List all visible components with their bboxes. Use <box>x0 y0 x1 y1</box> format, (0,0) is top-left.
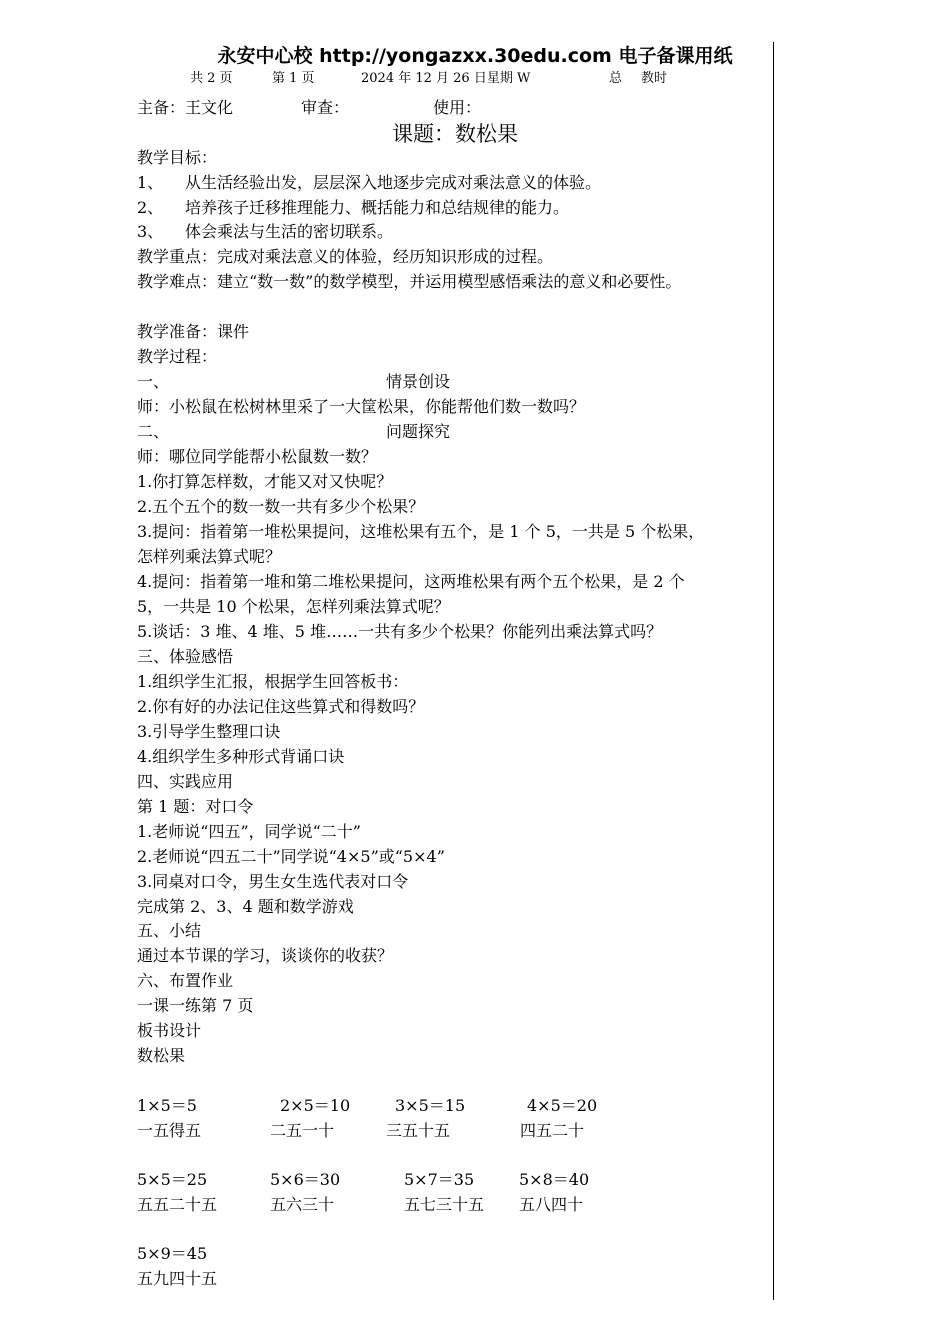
board-equation: 5×6＝30 <box>270 1170 341 1189</box>
paragraph: 2.五个五个的数一数一共有多少个松果？ <box>137 497 425 516</box>
paragraph: 第 1 题：对口令 <box>137 797 254 816</box>
board-equation: 5×7＝35 <box>404 1170 475 1189</box>
goals-heading: 教学目标： <box>137 148 218 167</box>
board-rhyme: 五五二十五 <box>137 1195 218 1214</box>
section-heading: 四、实践应用 <box>137 772 234 791</box>
header-total: 总 <box>609 71 623 86</box>
preparation: 教学准备：课件 <box>137 322 250 341</box>
section-title: 情景创设 <box>386 372 451 391</box>
goal-text: 培养孩子迁移推理能力、概括能力和总结规律的能力。 <box>185 198 570 217</box>
paragraph: 怎样列乘法算式呢？ <box>137 547 282 566</box>
lesson-title: 课题：数松果 <box>392 122 518 146</box>
paragraph: 3.引导学生整理口诀 <box>137 722 281 741</box>
paragraph: 1.你打算怎样数，才能又对又快呢？ <box>137 472 393 491</box>
paragraph: 通过本节课的学习，谈谈你的收获？ <box>137 946 394 965</box>
board-equation: 2×5＝10 <box>280 1096 351 1115</box>
meta-main-preparer: 主备：王文化 <box>137 98 234 117</box>
section-heading: 五、小结 <box>137 921 202 940</box>
paragraph: 2.老师说“四五二十”同学说“4×5”或“5×4” <box>137 847 445 866</box>
goal-number: 3、 <box>137 222 164 241</box>
board-equation: 5×9＝45 <box>137 1244 208 1263</box>
margin-line <box>773 42 774 1300</box>
header-period: 教时 <box>641 71 668 86</box>
board-rhyme: 一五得五 <box>137 1121 202 1140</box>
paragraph: 一课一练第 7 页 <box>137 996 254 1015</box>
board-heading: 板书设计 <box>137 1021 202 1040</box>
board-title: 数松果 <box>137 1046 186 1065</box>
section-number: 一、 <box>137 372 170 391</box>
goal-number: 2、 <box>137 198 164 217</box>
board-rhyme: 五八四十 <box>519 1195 584 1214</box>
paragraph: 1.老师说“四五”，同学说“二十” <box>137 822 361 841</box>
board-rhyme: 五九四十五 <box>137 1269 218 1288</box>
board-rhyme: 四五二十 <box>520 1121 585 1140</box>
section-title: 问题探究 <box>386 422 451 441</box>
paragraph: 5，一共是 10 个松果，怎样列乘法算式呢？ <box>137 597 450 616</box>
process-heading: 教学过程： <box>137 347 218 366</box>
section-number: 二、 <box>137 422 170 441</box>
board-equation: 4×5＝20 <box>527 1096 598 1115</box>
board-equation: 3×5＝15 <box>395 1096 466 1115</box>
meta-reviewer: 审查： <box>301 98 350 117</box>
section-heading: 三、体验感悟 <box>137 647 234 666</box>
board-rhyme: 三五十五 <box>386 1121 451 1140</box>
paragraph: 师：哪位同学能帮小松鼠数一数？ <box>137 447 378 466</box>
key-point: 教学重点：完成对乘法意义的体验，经历知识形成的过程。 <box>137 247 554 266</box>
paragraph: 完成第 2、3、4 题和数学游戏 <box>137 897 354 916</box>
board-rhyme: 五六三十 <box>270 1195 335 1214</box>
paragraph: 4.提问：指着第一堆和第二堆松果提问，这两堆松果有两个五个松果，是 2 个 <box>137 572 685 591</box>
header-title: 永安中心校 http://yongazxx.30edu.com 电子备课用纸 <box>217 45 733 67</box>
board-rhyme: 二五一十 <box>270 1121 335 1140</box>
board-equation: 5×8＝40 <box>519 1170 590 1189</box>
paragraph: 2.你有好的办法记住这些算式和得数吗？ <box>137 697 425 716</box>
goal-text: 体会乘法与生活的密切联系。 <box>185 222 394 241</box>
paragraph: 3.同桌对口令，男生女生选代表对口令 <box>137 872 409 891</box>
goal-text: 从生活经验出发，层层深入地逐步完成对乘法意义的体验。 <box>185 173 602 192</box>
paragraph: 3.提问：指着第一堆松果提问，这堆松果有五个，是 1 个 5，一共是 5 个松果， <box>137 522 705 541</box>
paragraph: 4.组织学生多种形式背诵口诀 <box>137 747 345 766</box>
paragraph: 5.谈话：3 堆、4 堆、5 堆……一共有多少个松果？你能列出乘法算式吗？ <box>137 622 663 641</box>
goal-number: 1、 <box>137 173 164 192</box>
header-date: 2024 年 12 月 26 日星期 W <box>361 71 531 86</box>
header-pages-total: 共 2 页 <box>190 71 233 86</box>
meta-user: 使用： <box>433 98 482 117</box>
header-page-number: 第 1 页 <box>272 71 315 86</box>
section-heading: 六、布置作业 <box>137 971 234 990</box>
board-equation: 1×5＝5 <box>137 1096 197 1115</box>
paragraph: 1.组织学生汇报，根据学生回答板书： <box>137 672 409 691</box>
paragraph: 师：小松鼠在松树林里采了一大筐松果，你能帮他们数一数吗？ <box>137 397 586 416</box>
board-equation: 5×5＝25 <box>137 1170 208 1189</box>
difficulty: 教学难点：建立“数一数”的数学模型，并运用模型感悟乘法的意义和必要性。 <box>137 272 682 291</box>
board-rhyme: 五七三十五 <box>404 1195 485 1214</box>
